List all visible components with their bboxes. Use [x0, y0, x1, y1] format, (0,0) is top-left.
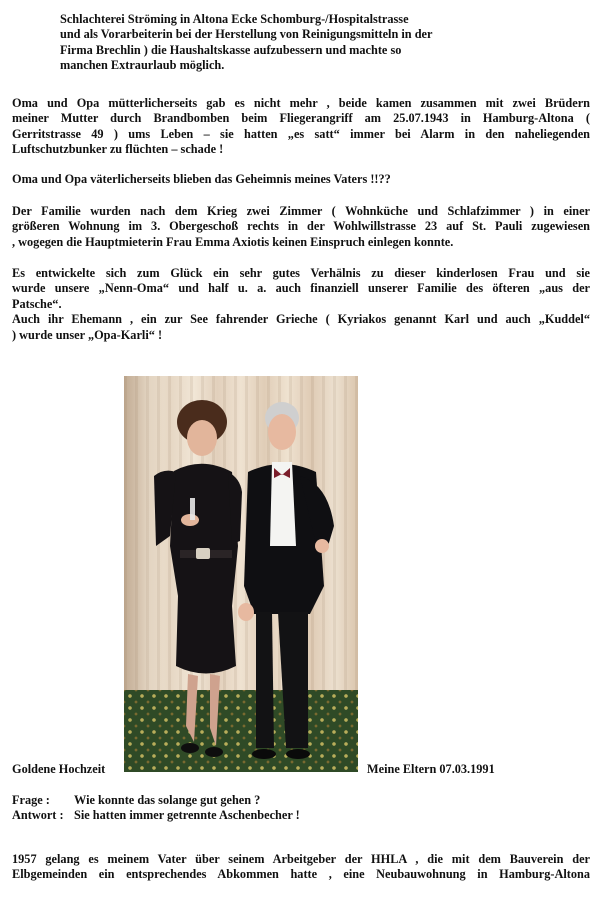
paragraph-maternal-grandparents [12, 96, 590, 158]
text-line: , wogegen die Hauptmieterin Frau Emma Axiotis keinen Einspruch einlegen konnte. [12, 234, 454, 249]
photo-caption-right: Meine Eltern 07.03.1991 [367, 762, 495, 776]
text-line: Elbgemeinden ein entsprechendes Abkommen hatte , eine Neubauwohnung in Hamburg-Altona [12, 867, 590, 882]
text-line: meiner Mutter durch Brandbomben beim Fliegerangriff am 25.07.1943 in Hamburg-Altona ( [12, 111, 590, 126]
golden-wedding-photo [124, 376, 358, 772]
text-line: Firma Brechlin ) die Haushaltskasse aufzubessern und machte so [60, 42, 402, 57]
text-line: Gerritstrasse 49 ) ums Leben – sie hatten „es satt“ immer bei Alarm in den naheliegenden [12, 126, 590, 141]
answer-label: Antwort : [12, 808, 64, 823]
text-line: und als Vorarbeiterin bei der Herstellung von Reinigungsmitteln in der [60, 27, 433, 42]
paragraph-paternal-grandparents [12, 172, 590, 187]
text-line: Oma und Opa mütterlicherseits gab es nicht mehr , beide kamen zusammen mit zwei Brüdern [12, 96, 590, 110]
question-answer [12, 793, 512, 824]
question-row [12, 793, 512, 808]
text-line: Der Familie wurden nach dem Krieg zwei Zimmer ( Wohnküche und Schlafzimmer ) in einer [12, 204, 590, 218]
paragraph-nenn-oma [12, 266, 590, 343]
text-line: wurde unsere „Nenn-Oma“ und half u. a. auch finanziell unserer Familie des öfteren „aus der [12, 281, 590, 296]
text-line: Es entwickelte sich zum Glück ein sehr gutes Verhälnis zu dieser kinderlosen Frau und sie [12, 266, 590, 280]
text-line: Oma und Opa väterlicherseits blieben das Geheimnis meines Vaters !!?? [12, 172, 391, 186]
photo-caption-left: Goldene Hochzeit [12, 762, 106, 776]
question-label: Frage : [12, 793, 50, 807]
text-line: Luftschutzbunker zu flüchten – schade ! [12, 142, 224, 157]
couple-illustration [124, 376, 358, 772]
text-line: Schlachterei Ströming in Altona Ecke Schomburg-/Hospitalstrasse [60, 12, 409, 26]
question-text: Wie konnte das solange gut gehen ? [74, 793, 261, 807]
text-line: größeren Wohnung im 3. Obergeschoß rechts in der Wohlwillstrasse 23 auf St. Pauli zugewiesen [12, 219, 590, 234]
text-line: 1957 gelang es meinem Vater über seinem Arbeitgeber der HHLA , die mit dem Bauverein der [12, 852, 590, 866]
paragraph-1957-apartment [12, 852, 590, 883]
text-line: Patsche“. [12, 296, 62, 311]
text-line: Auch ihr Ehemann , ein zur See fahrender Grieche ( Kyriakos genannt Karl und auch „Kuddel“ [12, 312, 590, 327]
text-line: manchen Extraurlaub möglich. [60, 58, 225, 73]
intro-paragraph [60, 12, 460, 74]
answer-row [12, 808, 512, 823]
text-line: ) wurde unser „Opa-Karli“ ! [12, 327, 163, 342]
answer-text: Sie hatten immer getrennte Aschenbecher ! [74, 808, 300, 823]
paragraph-postwar-apartment [12, 204, 590, 250]
